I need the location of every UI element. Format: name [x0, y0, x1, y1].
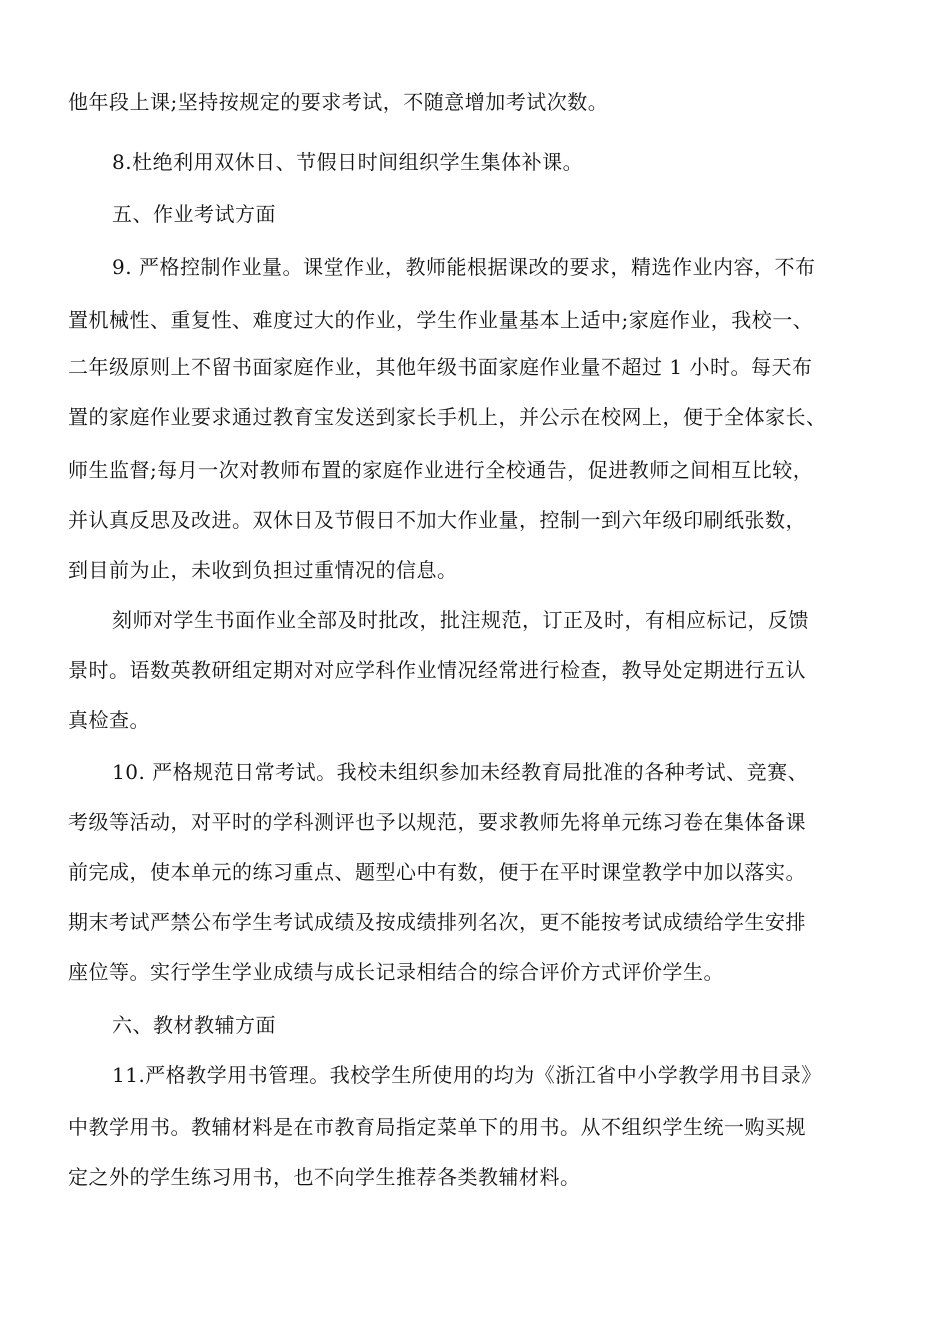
text-line: 中教学用书。教辅材料是在市教育局指定菜单下的用书。从不组织学生统一购买规	[68, 1115, 806, 1139]
text-line: 10. 严格规范日常考试。我校未组织参加未经教育局批准的各种考试、竞赛、	[112, 760, 809, 784]
text-line: 考级等活动，对平时的学科测评也予以规范，要求教师先将单元练习卷在集体备课	[68, 810, 806, 834]
section-heading: 五、作业考试方面	[112, 202, 276, 226]
text-line: 并认真反思及改进。双休日及节假日不加大作业量，控制一到六年级印刷纸张数，	[68, 508, 806, 532]
text-line: 11.严格教学用书管理。我校学生所使用的均为《浙江省中小学教学用书目录》	[112, 1063, 822, 1087]
text-line: 真检查。	[68, 708, 150, 732]
text-line: 师生监督;每月一次对教师布置的家庭作业进行全校通告，促进教师之间相互比较，	[68, 458, 814, 482]
text-line: 期末考试严禁公布学生考试成绩及按成绩排列名次，更不能按考试成绩给学生安排	[68, 910, 806, 934]
text-line: 到目前为止，未收到负担过重情况的信息。	[68, 558, 458, 582]
text-line: 置机械性、重复性、难度过大的作业，学生作业量基本上适中;家庭作业，我校一、	[68, 308, 814, 332]
text-line: 9. 严格控制作业量。课堂作业，教师能根据课改的要求，精选作业内容，不布	[112, 255, 816, 279]
text-line: 他年段上课;坚持按规定的要求考试，不随意增加考试次数。	[68, 90, 609, 114]
text-line: 置的家庭作业要求通过教育宝发送到家长手机上，并公示在校网上，便于全体家长、	[68, 405, 827, 429]
text-line: 定之外的学生练习用书，也不向学生推荐各类教辅材料。	[68, 1165, 581, 1189]
text-line: 8.杜绝利用双休日、节假日时间组织学生集体补课。	[112, 150, 584, 174]
text-line: 景时。语数英教研组定期对对应学科作业情况经常进行检查，教导处定期进行五认	[68, 658, 806, 682]
text-line: 座位等。实行学生学业成绩与成长记录相结合的综合评价方式评价学生。	[68, 960, 724, 984]
text-line: 刻师对学生书面作业全部及时批改，批注规范，订正及时，有相应标记，反馈	[112, 608, 809, 632]
section-heading: 六、教材教辅方面	[112, 1013, 276, 1037]
text-line: 二年级原则上不留书面家庭作业，其他年级书面家庭作业量不超过 1 小时。每天布	[68, 355, 813, 379]
text-line: 前完成，使本单元的练习重点、题型心中有数，便于在平时课堂教学中加以落实。	[68, 860, 806, 884]
